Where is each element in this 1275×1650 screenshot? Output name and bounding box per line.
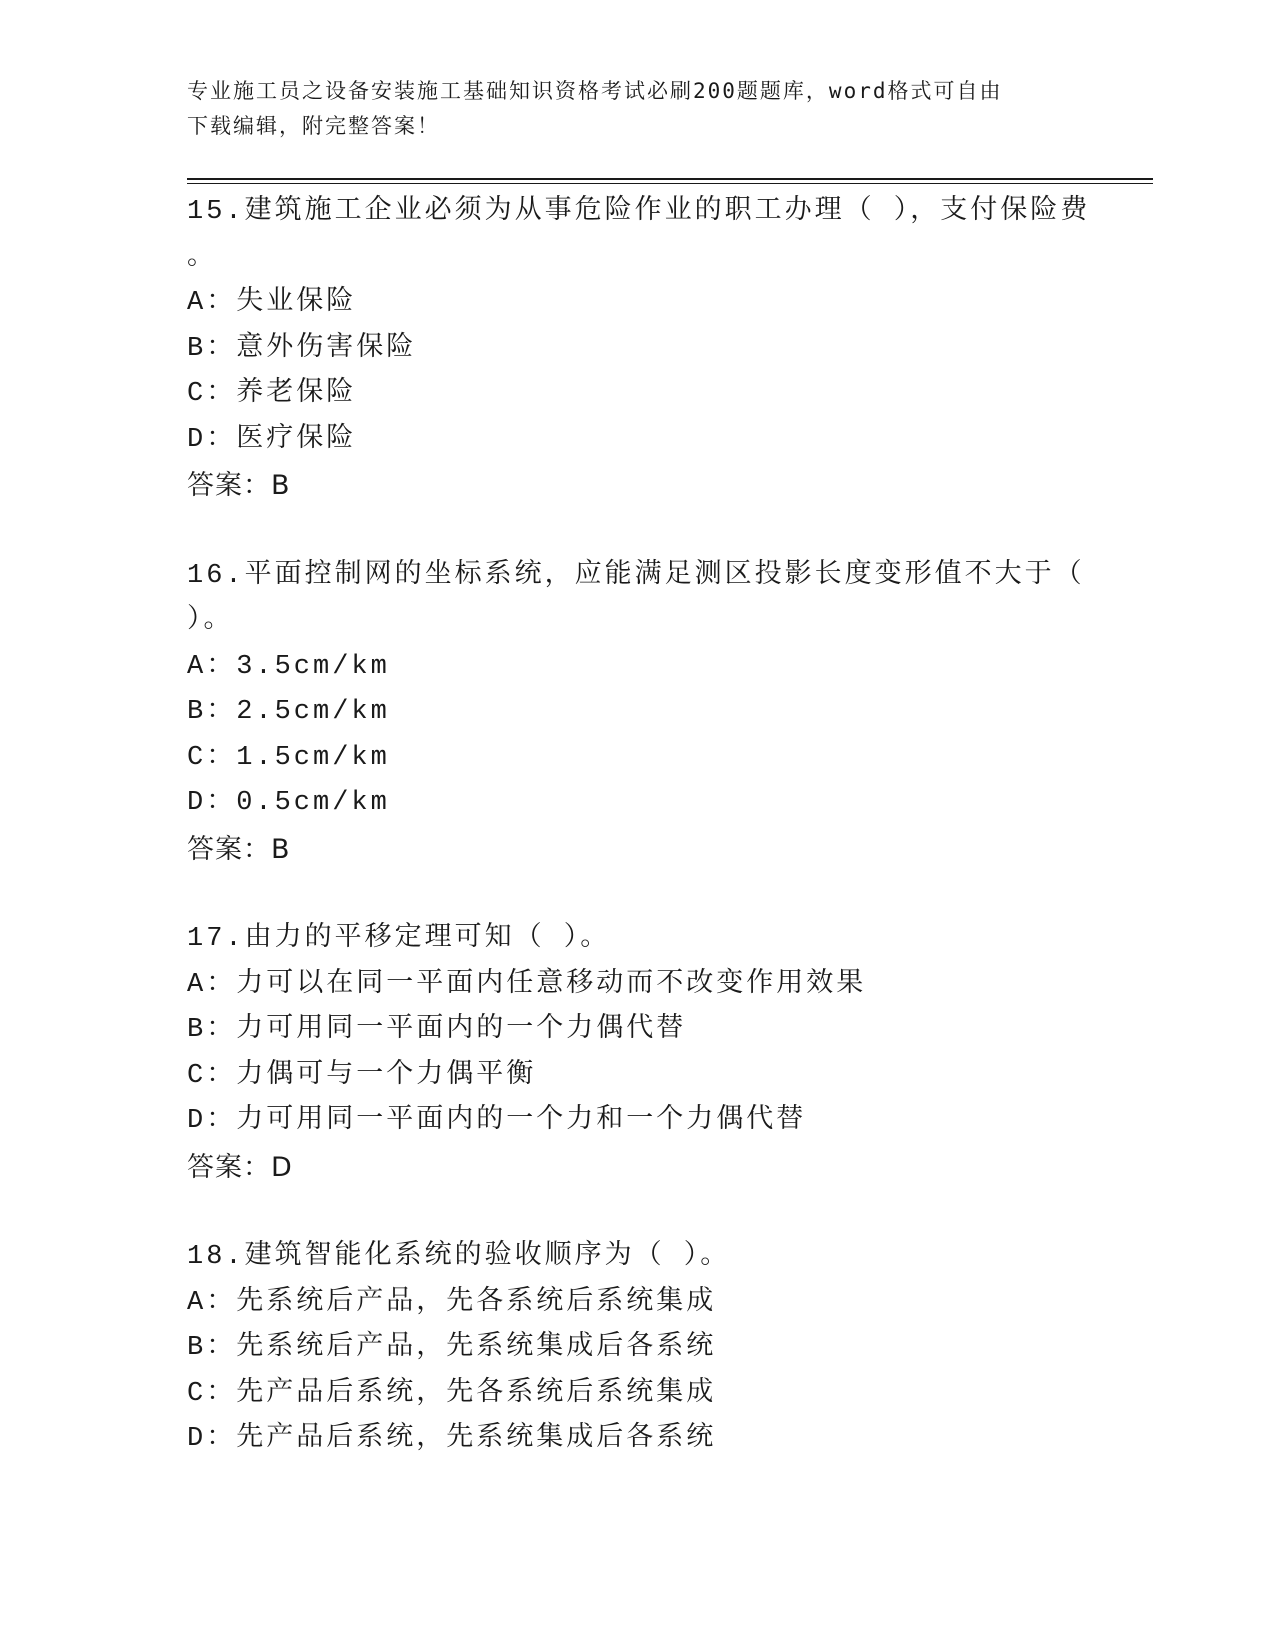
option-b: B：意外伤害保险 xyxy=(187,333,417,364)
option-d: D：医疗保险 xyxy=(187,424,357,455)
header-line-2: 下载编辑，附完整答案！ xyxy=(187,114,440,138)
option-c: C：力偶可与一个力偶平衡 xyxy=(187,1060,537,1091)
question-16 xyxy=(187,554,1087,873)
question-list xyxy=(187,190,1091,1508)
question-stem: 16.平面控制网的坐标系统，应能满足测区投影长度变形值不大于（ xyxy=(187,560,1085,591)
answer-label: 答案：B xyxy=(187,833,291,865)
question-stem: 17.由力的平移定理可知（ ）。 xyxy=(187,924,611,954)
question-stem: 18.建筑智能化系统的验收顺序为（ ）。 xyxy=(187,1242,731,1272)
question-stem-continued: ）。 xyxy=(187,606,234,636)
header-line-1: 专业施工员之设备安装施工基础知识资格考试必刷200题题库，word格式可自由 xyxy=(187,79,1003,103)
option-c: C：先产品后系统，先各系统后系统集成 xyxy=(187,1378,717,1409)
header-divider-thick xyxy=(187,178,1153,180)
option-a: A：失业保险 xyxy=(187,288,357,318)
option-d: D：先产品后系统，先系统集成后各系统 xyxy=(187,1424,717,1454)
option-d: D：力可用同一平面内的一个力和一个力偶代替 xyxy=(187,1106,807,1136)
option-b: B：2.5cm/km xyxy=(187,697,390,727)
option-b: B：先系统后产品，先系统集成后各系统 xyxy=(187,1333,717,1363)
question-17 xyxy=(187,917,1087,1190)
question-18 xyxy=(187,1235,1087,1463)
option-a: A：3.5cm/km xyxy=(187,651,390,682)
option-a: A：力可以在同一平面内任意移动而不改变作用效果 xyxy=(187,969,867,1000)
question-stem: 15.建筑施工企业必须为从事危险作业的职工办理（ ），支付保险费 xyxy=(187,197,1091,227)
question-15 xyxy=(187,190,1091,509)
option-a: A：先系统后产品，先各系统后系统集成 xyxy=(187,1287,717,1318)
option-c: C：1.5cm/km xyxy=(187,742,390,773)
document-header xyxy=(187,74,1087,144)
option-d: D：0.5cm/km xyxy=(187,788,390,818)
option-b: B：力可用同一平面内的一个力偶代替 xyxy=(187,1015,687,1045)
answer-label: 答案：B xyxy=(187,470,291,501)
option-c: C：养老保险 xyxy=(187,379,357,409)
header-divider-thin xyxy=(187,183,1153,184)
answer-label: 答案：D xyxy=(187,1151,293,1183)
question-stem-continued: 。 xyxy=(187,242,217,273)
